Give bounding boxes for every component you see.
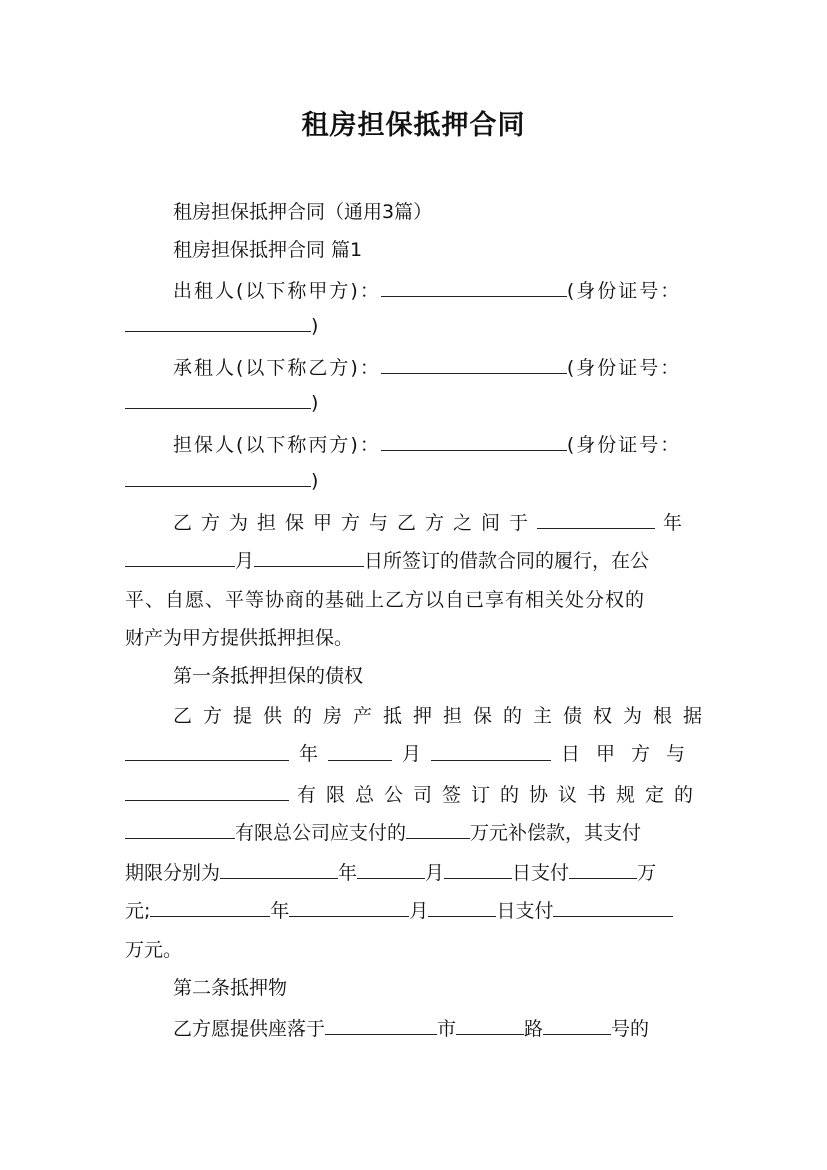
lessee-id-blank[interactable] bbox=[125, 390, 311, 409]
contract-year-blank[interactable] bbox=[537, 510, 655, 529]
article1-line2: 年 月 日甲方与 bbox=[125, 742, 701, 766]
article1-line6: 元; 年 月 日支付 bbox=[125, 898, 701, 923]
payment1-day-blank[interactable] bbox=[444, 860, 512, 879]
agreement-month-blank[interactable] bbox=[328, 742, 392, 761]
article1-line5: 期限分别为 年 月 日支付 万 bbox=[125, 862, 657, 884]
property-city-blank[interactable] bbox=[325, 1016, 437, 1035]
lessee-name-blank[interactable] bbox=[381, 355, 567, 374]
payment2-amount-blank[interactable] bbox=[553, 898, 673, 917]
payment1-amount-blank[interactable] bbox=[569, 860, 637, 879]
guarantor-name-blank[interactable] bbox=[381, 432, 567, 451]
lessor-line: 出租人(以下称甲方)： (身份证号： bbox=[173, 280, 682, 302]
compensation-amount-blank[interactable] bbox=[406, 820, 470, 839]
company-name-blank[interactable] bbox=[125, 782, 289, 801]
document-title: 租房担保抵押合同 bbox=[301, 110, 526, 141]
property-road-blank[interactable] bbox=[456, 1016, 524, 1035]
payment2-month-blank[interactable] bbox=[289, 898, 409, 917]
property-number-blank[interactable] bbox=[543, 1016, 611, 1035]
lessor-id-blank[interactable] bbox=[125, 313, 311, 332]
article2-heading: 第二条抵押物 bbox=[173, 977, 288, 999]
payment1-year-blank[interactable] bbox=[220, 860, 338, 879]
para1-line3: 平、自愿、平等协商的基础上乙方以自已享有相关处分权的 bbox=[125, 589, 646, 611]
lessor-name-blank[interactable] bbox=[381, 278, 567, 297]
lessee-id-line: ) bbox=[125, 390, 701, 415]
guarantor-id-line: ) bbox=[125, 468, 701, 493]
article1-line3: 有限总公司签订的协议书规定的 bbox=[125, 782, 701, 807]
payment2-year-blank[interactable] bbox=[150, 898, 270, 917]
agreement-day-blank[interactable] bbox=[431, 742, 551, 761]
para1-line4: 财产为甲方提供抵押担保。 bbox=[125, 627, 354, 649]
lessor-id-line: ) bbox=[125, 313, 701, 338]
guarantor-id-blank[interactable] bbox=[125, 468, 311, 487]
agreement-year-blank[interactable] bbox=[125, 742, 289, 761]
payment1-month-blank[interactable] bbox=[357, 860, 425, 879]
contract-day-blank[interactable] bbox=[254, 548, 364, 567]
article1-heading: 第一条抵押担保的债权 bbox=[173, 665, 364, 687]
para1-line1: 乙方为担保甲方与乙方之间于 年 bbox=[173, 512, 692, 534]
para1-line2: 月 日所签订的借款合同的履行，在公 bbox=[125, 548, 701, 573]
payment2-day-blank[interactable] bbox=[428, 898, 496, 917]
doc-section-heading: 租房担保抵押合同 篇1 bbox=[173, 239, 363, 261]
article1-line4: 有限总公司应支付的 万元补偿款，其支付 bbox=[125, 820, 701, 845]
lessee-line: 承租人(以下称乙方)： (身份证号： bbox=[173, 357, 682, 379]
guarantor-line: 担保人(以下称丙方)： (身份证号： bbox=[173, 434, 682, 456]
contract-month-pre-blank[interactable] bbox=[125, 548, 235, 567]
company-name-2-blank[interactable] bbox=[125, 820, 235, 839]
article1-line7: 万元。 bbox=[125, 939, 183, 961]
doc-subtitle: 租房担保抵押合同（通用3篇） bbox=[173, 201, 433, 223]
article1-line1: 乙方提供的房产抵押担保的主债权为根据 bbox=[173, 705, 714, 727]
article2-line1: 乙方愿提供座落于 市 路 号的 bbox=[173, 1018, 650, 1040]
